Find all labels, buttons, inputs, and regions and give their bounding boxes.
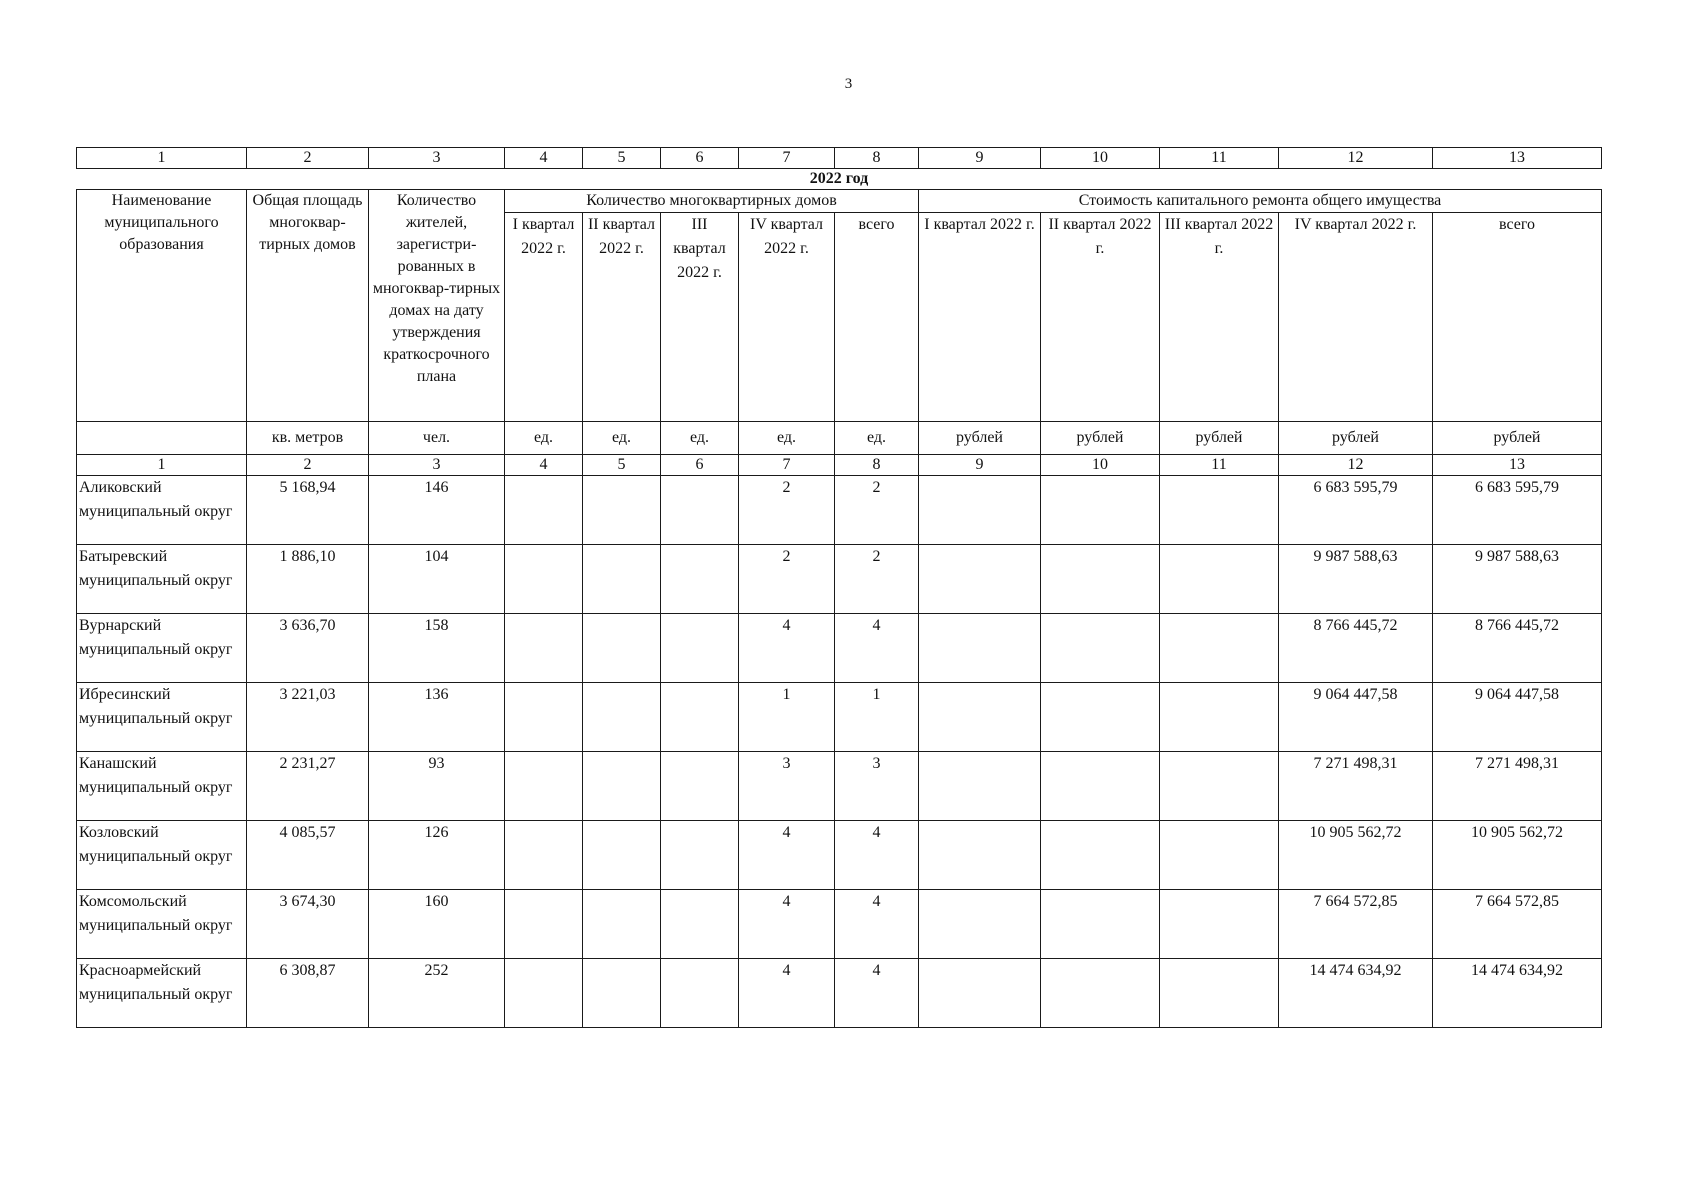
header-name: Наименование муниципального образования xyxy=(77,190,247,422)
table-row xyxy=(77,959,1602,1028)
column-number: 6 xyxy=(661,455,739,476)
column-number: 10 xyxy=(1041,455,1160,476)
cell-c3 xyxy=(1160,890,1279,959)
cell-c3 xyxy=(1160,614,1279,683)
cell-c1 xyxy=(919,752,1041,821)
cell-h1 xyxy=(505,890,583,959)
header-houses-group: Количество многоквартирных домов xyxy=(505,190,919,213)
cell-h2 xyxy=(583,683,661,752)
year-row xyxy=(77,169,1602,190)
cell-area: 3 674,30 xyxy=(247,890,369,959)
column-number: 1 xyxy=(77,455,247,476)
column-number: 9 xyxy=(919,455,1041,476)
cell-h4: 4 xyxy=(739,890,835,959)
cell-area: 2 231,27 xyxy=(247,752,369,821)
cell-h-total: 4 xyxy=(835,890,919,959)
cell-h-total: 2 xyxy=(835,545,919,614)
cell-c-total: 6 683 595,79 xyxy=(1433,476,1602,545)
cell-h2 xyxy=(583,821,661,890)
cell-c2 xyxy=(1041,476,1160,545)
unit-cell: рублей xyxy=(1160,422,1279,455)
cell-c4: 7 271 498,31 xyxy=(1279,752,1433,821)
cell-h4: 4 xyxy=(739,959,835,1028)
cell-h4: 1 xyxy=(739,683,835,752)
cell-c-total: 14 474 634,92 xyxy=(1433,959,1602,1028)
cell-h-total: 3 xyxy=(835,752,919,821)
cell-h3 xyxy=(661,683,739,752)
table-row xyxy=(77,476,1602,545)
cell-residents: 104 xyxy=(369,545,505,614)
cell-c-total: 9 064 447,58 xyxy=(1433,683,1602,752)
header-cost-sub: IV квартал 2022 г. xyxy=(1279,213,1433,422)
cell-c3 xyxy=(1160,476,1279,545)
column-number: 10 xyxy=(1041,148,1160,169)
capital-repair-table xyxy=(76,147,1602,1028)
unit-cell: ед. xyxy=(835,422,919,455)
cell-h2 xyxy=(583,752,661,821)
cell-h3 xyxy=(661,821,739,890)
table-row xyxy=(77,752,1602,821)
header-houses-sub: всего xyxy=(835,213,919,422)
cell-h3 xyxy=(661,476,739,545)
cell-h2 xyxy=(583,476,661,545)
cell-area: 3 221,03 xyxy=(247,683,369,752)
cell-c3 xyxy=(1160,959,1279,1028)
cell-residents: 252 xyxy=(369,959,505,1028)
header-houses-sub: III квартал 2022 г. xyxy=(661,213,739,422)
header-cost-sub: III квартал 2022 г. xyxy=(1160,213,1279,422)
column-number-row xyxy=(77,148,1602,169)
cell-c4: 14 474 634,92 xyxy=(1279,959,1433,1028)
header-houses-sub: IV квартал 2022 г. xyxy=(739,213,835,422)
cell-h4: 3 xyxy=(739,752,835,821)
cell-c4: 9 064 447,58 xyxy=(1279,683,1433,752)
cell-c1 xyxy=(919,476,1041,545)
column-number: 11 xyxy=(1160,455,1279,476)
cell-c4: 8 766 445,72 xyxy=(1279,614,1433,683)
cell-h-total: 4 xyxy=(835,614,919,683)
column-number: 7 xyxy=(739,455,835,476)
unit-cell xyxy=(77,422,247,455)
header-residents: Количество жителей, зарегистри-рованных в многоквар-тирных домах на дату утверждения краткосрочного плана xyxy=(369,190,505,422)
header-group-row xyxy=(77,190,1602,213)
table-row xyxy=(77,821,1602,890)
cell-area: 5 168,94 xyxy=(247,476,369,545)
unit-cell: рублей xyxy=(1433,422,1602,455)
column-number: 2 xyxy=(247,148,369,169)
year-header: 2022 год xyxy=(77,169,1602,190)
cell-h4: 4 xyxy=(739,614,835,683)
header-cost-sub: I квартал 2022 г. xyxy=(919,213,1041,422)
cell-h3 xyxy=(661,890,739,959)
cell-c2 xyxy=(1041,545,1160,614)
column-number: 8 xyxy=(835,455,919,476)
cell-h1 xyxy=(505,614,583,683)
cell-h4: 2 xyxy=(739,476,835,545)
header-area: Общая площадь многоквар-тирных домов xyxy=(247,190,369,422)
cell-c2 xyxy=(1041,890,1160,959)
cell-name: Ибресинский муниципальный округ xyxy=(77,683,247,752)
column-number: 7 xyxy=(739,148,835,169)
column-number: 9 xyxy=(919,148,1041,169)
column-number: 3 xyxy=(369,455,505,476)
unit-cell: кв. метров xyxy=(247,422,369,455)
header-houses-sub: I квартал 2022 г. xyxy=(505,213,583,422)
cell-h1 xyxy=(505,683,583,752)
column-number-row xyxy=(77,455,1602,476)
column-number: 13 xyxy=(1433,148,1602,169)
column-number: 2 xyxy=(247,455,369,476)
cell-name: Вурнарский муниципальный округ xyxy=(77,614,247,683)
unit-cell: ед. xyxy=(583,422,661,455)
cell-residents: 126 xyxy=(369,821,505,890)
cell-c4: 7 664 572,85 xyxy=(1279,890,1433,959)
cell-c3 xyxy=(1160,821,1279,890)
cell-residents: 146 xyxy=(369,476,505,545)
cell-h3 xyxy=(661,545,739,614)
cell-c4: 9 987 588,63 xyxy=(1279,545,1433,614)
unit-cell: рублей xyxy=(1279,422,1433,455)
unit-cell: чел. xyxy=(369,422,505,455)
cell-c4: 6 683 595,79 xyxy=(1279,476,1433,545)
column-number: 12 xyxy=(1279,148,1433,169)
column-number: 4 xyxy=(505,148,583,169)
cell-name: Комсомольский муниципальный округ xyxy=(77,890,247,959)
units-row xyxy=(77,422,1602,455)
column-number: 13 xyxy=(1433,455,1602,476)
table-row xyxy=(77,545,1602,614)
column-number: 11 xyxy=(1160,148,1279,169)
cell-h-total: 4 xyxy=(835,821,919,890)
column-number: 6 xyxy=(661,148,739,169)
cell-h3 xyxy=(661,614,739,683)
column-number: 5 xyxy=(583,455,661,476)
cell-h1 xyxy=(505,821,583,890)
header-cost-sub: II квартал 2022 г. xyxy=(1041,213,1160,422)
cell-area: 3 636,70 xyxy=(247,614,369,683)
cell-h1 xyxy=(505,752,583,821)
unit-cell: рублей xyxy=(1041,422,1160,455)
cell-h1 xyxy=(505,545,583,614)
cell-c-total: 9 987 588,63 xyxy=(1433,545,1602,614)
cell-c3 xyxy=(1160,545,1279,614)
cell-c-total: 7 271 498,31 xyxy=(1433,752,1602,821)
header-cost-group: Стоимость капитального ремонта общего имущества xyxy=(919,190,1602,213)
cell-h4: 2 xyxy=(739,545,835,614)
cell-residents: 136 xyxy=(369,683,505,752)
unit-cell: ед. xyxy=(505,422,583,455)
cell-c3 xyxy=(1160,752,1279,821)
cell-h2 xyxy=(583,545,661,614)
cell-h4: 4 xyxy=(739,821,835,890)
cell-c1 xyxy=(919,545,1041,614)
column-number: 5 xyxy=(583,148,661,169)
cell-h1 xyxy=(505,959,583,1028)
cell-c2 xyxy=(1041,752,1160,821)
page-number: 3 xyxy=(844,76,853,92)
cell-residents: 160 xyxy=(369,890,505,959)
table-row xyxy=(77,683,1602,752)
cell-c-total: 10 905 562,72 xyxy=(1433,821,1602,890)
table-row xyxy=(77,614,1602,683)
column-number: 12 xyxy=(1279,455,1433,476)
cell-h1 xyxy=(505,476,583,545)
cell-c1 xyxy=(919,959,1041,1028)
cell-c1 xyxy=(919,614,1041,683)
column-number: 1 xyxy=(77,148,247,169)
cell-residents: 93 xyxy=(369,752,505,821)
cell-area: 6 308,87 xyxy=(247,959,369,1028)
cell-name: Козловский муниципальный округ xyxy=(77,821,247,890)
cell-c1 xyxy=(919,683,1041,752)
unit-cell: ед. xyxy=(661,422,739,455)
cell-name: Батыревский муниципальный округ xyxy=(77,545,247,614)
cell-area: 1 886,10 xyxy=(247,545,369,614)
unit-cell: рублей xyxy=(919,422,1041,455)
column-number: 4 xyxy=(505,455,583,476)
cell-h2 xyxy=(583,959,661,1028)
cell-c2 xyxy=(1041,959,1160,1028)
cell-residents: 158 xyxy=(369,614,505,683)
cell-c2 xyxy=(1041,683,1160,752)
unit-cell: ед. xyxy=(739,422,835,455)
cell-c1 xyxy=(919,821,1041,890)
cell-c3 xyxy=(1160,683,1279,752)
cell-name: Красноармейский муниципальный округ xyxy=(77,959,247,1028)
table-row xyxy=(77,890,1602,959)
column-number: 8 xyxy=(835,148,919,169)
cell-h3 xyxy=(661,959,739,1028)
cell-h-total: 2 xyxy=(835,476,919,545)
cell-h2 xyxy=(583,890,661,959)
cell-c2 xyxy=(1041,614,1160,683)
cell-h-total: 4 xyxy=(835,959,919,1028)
cell-area: 4 085,57 xyxy=(247,821,369,890)
cell-h3 xyxy=(661,752,739,821)
header-cost-sub: всего xyxy=(1433,213,1602,422)
cell-c-total: 7 664 572,85 xyxy=(1433,890,1602,959)
cell-c1 xyxy=(919,890,1041,959)
cell-c2 xyxy=(1041,821,1160,890)
cell-h2 xyxy=(583,614,661,683)
cell-name: Канашский муниципальный округ xyxy=(77,752,247,821)
cell-c-total: 8 766 445,72 xyxy=(1433,614,1602,683)
header-houses-sub: II квартал 2022 г. xyxy=(583,213,661,422)
cell-h-total: 1 xyxy=(835,683,919,752)
cell-c4: 10 905 562,72 xyxy=(1279,821,1433,890)
column-number: 3 xyxy=(369,148,505,169)
cell-name: Аликовский муниципальный округ xyxy=(77,476,247,545)
